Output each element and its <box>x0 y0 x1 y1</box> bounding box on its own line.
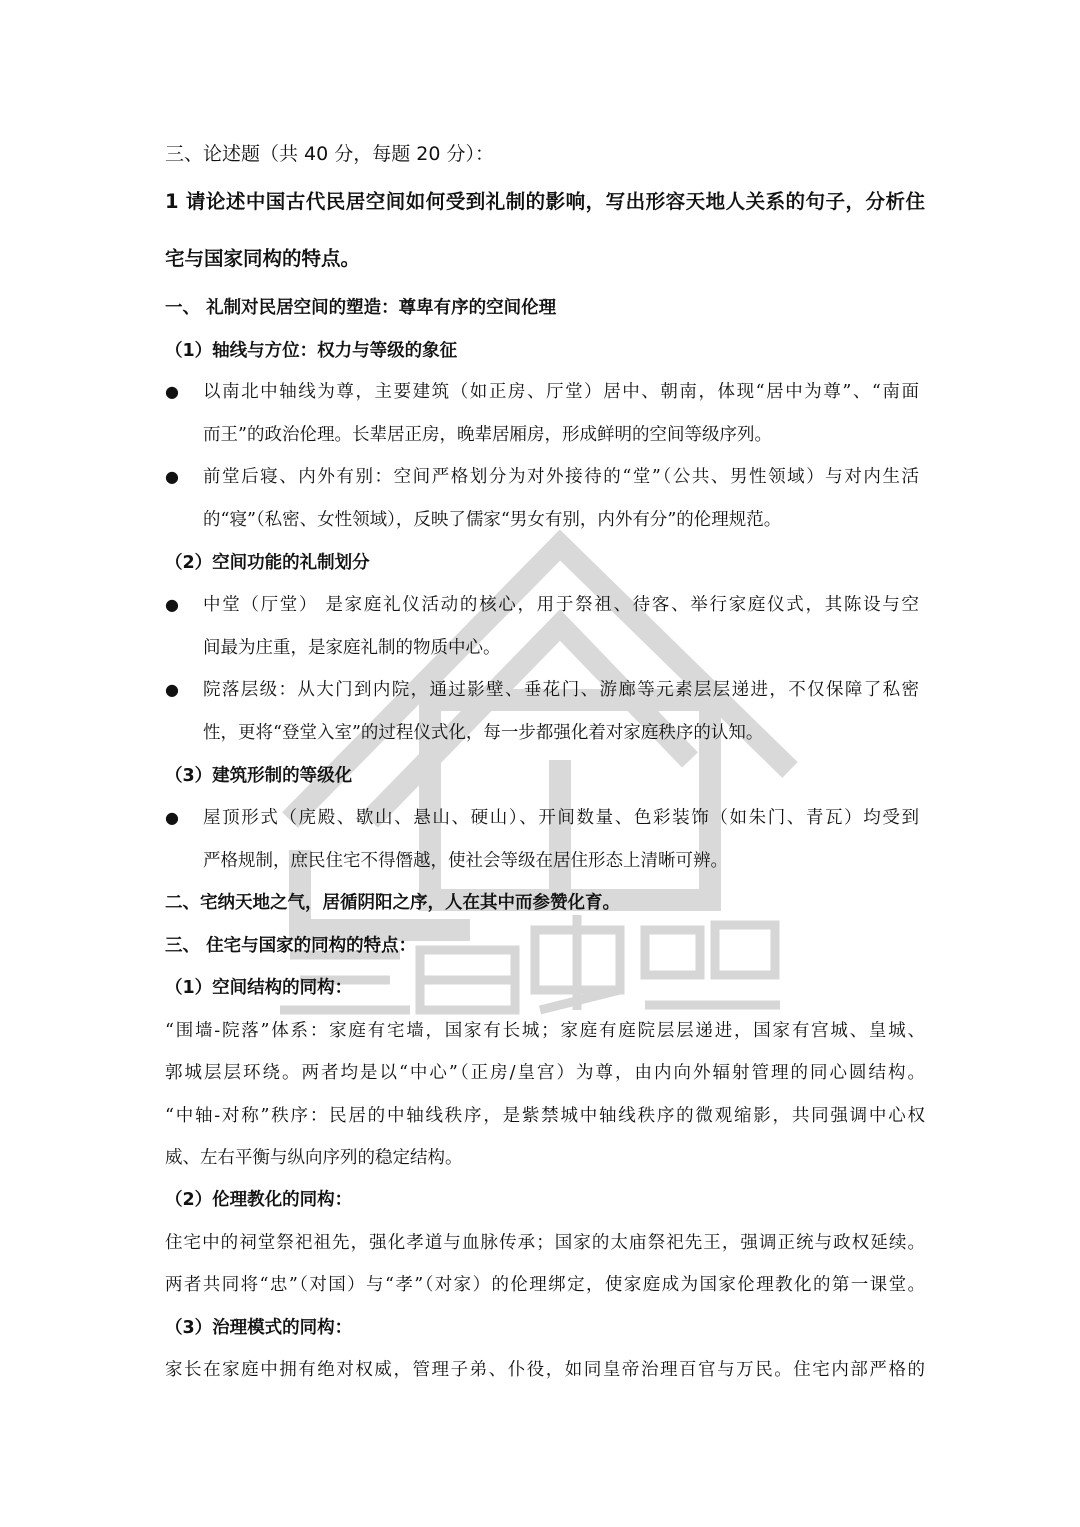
watermark-char-3 <box>535 930 620 990</box>
watermark-char-2 <box>420 950 515 1010</box>
part2-heading: 二、宅纳天地之气，居循阴阳之序，人在其中而参赞化育。 <box>165 893 620 913</box>
bullet-icon: ● <box>165 467 179 486</box>
bullet-3-line-1: 中堂（厅堂） 是家庭礼仪活动的核心，用于祭祖、待客、举行家庭仪式，其陈设与空 <box>203 595 919 615</box>
bullet-icon: ● <box>165 382 179 401</box>
bullet-3-line-2: 间最为庄重，是家庭礼制的物质中心。 <box>203 638 501 658</box>
paragraph-2-line-2: 威、左右平衡与纵向序列的稳定结构。 <box>165 1148 463 1168</box>
watermark-char-3-leg <box>540 990 620 1010</box>
part3-heading: 三、 住宅与国家的同构的特点： <box>165 936 417 956</box>
part1-sub1-heading: （1）轴线与方位：权力与等级的象征 <box>165 341 458 361</box>
paragraph-3-line-2: 两者共同将“忠”（对国）与“孝”（对家）的伦理绑定，使家庭成为国家伦理教化的第一课堂。 <box>165 1275 925 1295</box>
bullet-icon: ● <box>165 680 179 699</box>
section-title: 三、论述题（共 40 分，每题 20 分）： <box>165 143 495 165</box>
part1-sub2-heading: （2）空间功能的礼制划分 <box>165 553 370 573</box>
paragraph-3-line-1: 住宅中的祠堂祭祀祖先，强化孝道与血脉传承；国家的太庙祭祀先王，强调正统与政权延续。 <box>165 1233 925 1253</box>
paragraph-1-line-1: “围墙-院落”体系：家庭有宅墙，国家有长城；家庭有庭院层层递进，国家有宫城、皇城、 <box>165 1021 925 1041</box>
part3-sub2-heading: （2）伦理教化的同构： <box>165 1190 353 1210</box>
bullet-5-line-2: 严格规制，庶民住宅不得僭越，使社会等级在居住形态上清晰可辨。 <box>203 851 728 871</box>
part1-sub3-heading: （3）建筑形制的等级化 <box>165 766 353 786</box>
bullet-2-line-1: 前堂后寝、内外有别：空间严格划分为对外接待的“堂”（公共、男性领域）与对内生活 <box>203 467 919 487</box>
bullet-1-line-1: 以南北中轴线为尊，主要建筑（如正房、厅堂）居中、朝南，体现“居中为尊”、“南面 <box>203 382 919 402</box>
question-line-1: 1 请论述中国古代民居空间如何受到礼制的影响，写出形容天地人关系的句子，分析住 <box>165 190 925 213</box>
bullet-5-line-1: 屋顶形式（庑殿、歇山、悬山、硬山）、开间数量、色彩装饰（如朱门、青瓦）均受到 <box>203 808 919 828</box>
part3-sub3-heading: （3）治理模式的同构： <box>165 1318 353 1338</box>
bullet-4-line-2: 性，更将“登堂入室”的过程仪式化，每一步都强化着对家庭秩序的认知。 <box>203 723 764 743</box>
bullet-1-line-2: 而王”的政治伦理。长辈居正房，晚辈居厢房，形成鲜明的空间等级序列。 <box>203 425 772 445</box>
question-line-2: 宅与国家同构的特点。 <box>165 247 361 270</box>
bullet-icon: ● <box>165 595 179 614</box>
bullet-icon: ● <box>165 808 179 827</box>
paragraph-4-line-1: 家长在家庭中拥有绝对权威，管理子弟、仆役，如同皇帝治理百官与万民。住宅内部严格的 <box>165 1360 925 1380</box>
watermark-char-4b <box>715 925 775 975</box>
paragraph-1-line-2: 郭城层层环绕。两者均是以“中心”（正房/皇宫）为尊，由内向外辐射管理的同心圆结构。 <box>165 1063 925 1083</box>
bullet-2-line-2: 的“寝”（私密、女性领域），反映了儒家“男女有别，内外有分”的伦理规范。 <box>203 510 782 530</box>
part1-heading: 一、 礼制对民居空间的塑造：尊卑有序的空间伦理 <box>165 298 557 318</box>
bullet-4-line-1: 院落层级：从大门到内院，通过影壁、垂花门、游廊等元素层层递进，不仅保障了私密 <box>203 680 919 700</box>
paragraph-2-line-1: “中轴-对称”秩序：民居的中轴线秩序，是紫禁城中轴线秩序的微观缩影，共同强调中心权 <box>165 1106 925 1126</box>
watermark-char-4 <box>645 930 700 975</box>
part3-sub1-heading: （1）空间结构的同构： <box>165 978 353 998</box>
